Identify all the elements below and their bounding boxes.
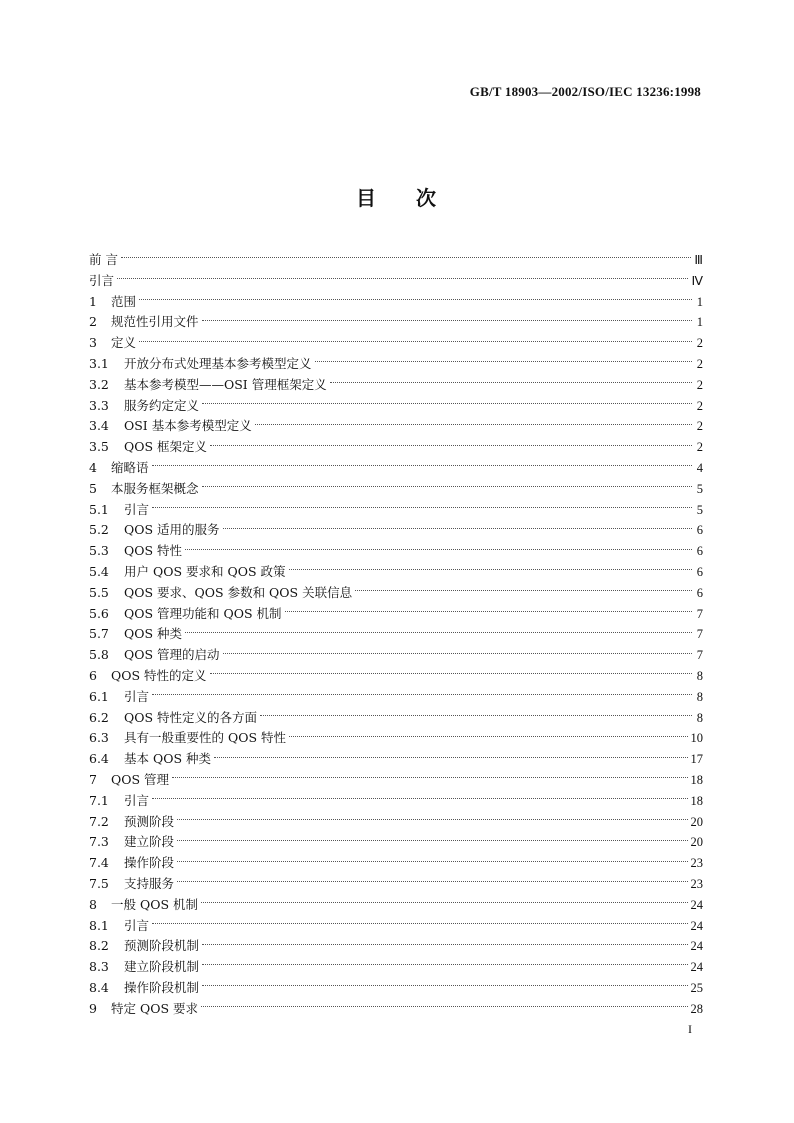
toc-entry-number: 3.1 xyxy=(89,355,109,371)
toc-entry-page: 23 xyxy=(690,856,703,871)
toc-entry-label: 引言 xyxy=(124,501,150,517)
toc-entry-page: 5 xyxy=(696,502,703,517)
toc-leader-dots xyxy=(289,568,692,570)
toc-leader-dots xyxy=(330,381,692,383)
toc-entry[interactable] xyxy=(89,749,703,770)
page-number: I xyxy=(688,1022,692,1036)
toc-entry-label: 预测阶段机制 xyxy=(124,938,200,954)
toc-entry-number: 8 xyxy=(89,896,97,912)
toc-entry-page: 24 xyxy=(690,939,703,954)
toc-entry-label: 引言 xyxy=(89,272,115,288)
toc-entry-label: QOS 适用的服务 xyxy=(124,522,220,538)
toc-entry[interactable] xyxy=(89,978,703,999)
toc-entry[interactable] xyxy=(89,541,703,562)
toc-entry-page: 2 xyxy=(696,419,703,434)
toc-entry-number: 3.3 xyxy=(89,397,109,413)
toc-entry-number: 6 xyxy=(89,667,97,683)
toc-entry-number: 7.4 xyxy=(89,855,109,871)
toc-entry-number: 7 xyxy=(89,771,97,787)
toc-entry-label: 建立阶段 xyxy=(124,834,175,850)
toc-entry[interactable] xyxy=(89,708,703,729)
toc-entry-number: 7.3 xyxy=(89,834,109,850)
toc-entry-page: Ⅳ xyxy=(691,273,703,288)
toc-entry[interactable] xyxy=(89,791,703,812)
toc-entry-label: 规范性引用文件 xyxy=(111,314,199,330)
toc-leader-dots xyxy=(177,839,687,841)
toc-entry-label: QOS 特性的定义 xyxy=(111,667,207,683)
toc-leader-dots xyxy=(152,464,692,466)
toc-entry[interactable] xyxy=(89,645,703,666)
toc-entry-number: 3.2 xyxy=(89,376,109,392)
toc-leader-dots xyxy=(117,277,688,279)
toc-entry-page: 24 xyxy=(690,897,703,912)
toc-entry-label: 建立阶段机制 xyxy=(124,959,200,975)
title-char-2: 次 xyxy=(416,186,438,210)
toc-leader-dots xyxy=(177,860,687,862)
toc-entry-number: 8.2 xyxy=(89,938,109,954)
toc-entry-page: 2 xyxy=(696,440,703,455)
toc-entry-page: 18 xyxy=(690,793,703,808)
toc-entry-label: 缩略语 xyxy=(111,459,149,475)
toc-entry-number: 3 xyxy=(89,335,97,351)
toc-entry[interactable] xyxy=(89,500,703,521)
toc-entry-number: 7.5 xyxy=(89,875,109,891)
toc-entry[interactable] xyxy=(89,770,703,791)
toc-entry-number: 7.1 xyxy=(89,792,109,808)
toc-entry[interactable] xyxy=(89,832,703,853)
toc-entry-number: 6.4 xyxy=(89,751,109,767)
toc-leader-dots xyxy=(152,693,692,695)
toc-entry-label: 用户 QOS 要求和 QOS 政策 xyxy=(124,563,286,579)
toc-entry-number: 1 xyxy=(89,293,97,309)
toc-leader-dots xyxy=(255,423,692,425)
toc-entry-label: QOS 特性 xyxy=(124,543,183,559)
toc-entry-number: 5.6 xyxy=(89,605,109,621)
document-code: GB/T 18903—2002/ISO/IEC 13236:1998 xyxy=(469,84,701,99)
toc-leader-dots xyxy=(202,402,692,404)
toc-entry-number: 8.3 xyxy=(89,959,109,975)
toc-entry-page: 8 xyxy=(696,689,703,704)
toc-entry-page: Ⅲ xyxy=(694,253,703,267)
toc-entry-label: 操作阶段机制 xyxy=(124,979,200,995)
toc-entry[interactable] xyxy=(89,271,703,292)
toc-entry[interactable] xyxy=(89,936,703,957)
toc-leader-dots xyxy=(260,714,692,716)
toc-entry[interactable] xyxy=(89,562,703,583)
toc-entry-page: 23 xyxy=(690,876,703,891)
toc-entry-number: 7.2 xyxy=(89,813,109,829)
toc-entry-number: 5.1 xyxy=(89,501,109,517)
toc-leader-dots xyxy=(202,485,692,487)
toc-entry-page: 6 xyxy=(696,523,703,538)
toc-entry[interactable] xyxy=(89,292,703,313)
toc-leader-dots xyxy=(210,672,692,674)
toc-entry-label: 本服务框架概念 xyxy=(111,480,199,496)
toc-entry-number: 9 xyxy=(89,1000,97,1016)
toc-entry-page: 7 xyxy=(696,606,703,621)
toc-leader-dots xyxy=(315,360,692,362)
toc-leader-dots xyxy=(152,797,687,799)
toc-entry-number: 5.3 xyxy=(89,543,109,559)
toc-leader-dots xyxy=(202,963,687,965)
toc-entry-label: 基本参考模型——OSI 管理框架定义 xyxy=(124,376,327,392)
toc-entry[interactable] xyxy=(89,812,703,833)
toc-entry-label: QOS 框架定义 xyxy=(124,439,208,455)
toc-entry-page: 8 xyxy=(696,710,703,725)
toc-entry-number: 6.1 xyxy=(89,688,109,704)
toc-leader-dots xyxy=(289,735,687,737)
toc-entry-label: 引言 xyxy=(124,917,150,933)
toc-entry[interactable] xyxy=(89,416,703,437)
toc-entry[interactable] xyxy=(89,396,703,417)
toc-entry[interactable] xyxy=(89,999,703,1020)
toc-entry-page: 10 xyxy=(690,731,703,746)
toc-leader-dots xyxy=(185,548,692,550)
table-of-contents xyxy=(89,250,703,1019)
toc-entry[interactable] xyxy=(89,666,703,687)
toc-entry-label: 基本 QOS 种类 xyxy=(124,751,212,767)
toc-entry-page: 1 xyxy=(696,294,703,309)
toc-entry-page: 24 xyxy=(690,960,703,975)
toc-entry[interactable] xyxy=(89,437,703,458)
toc-leader-dots xyxy=(152,506,692,508)
toc-entry-number: 5.7 xyxy=(89,626,109,642)
toc-entry-label: 开放分布式处理基本参考模型定义 xyxy=(124,355,312,371)
toc-entry-label: 预测阶段 xyxy=(124,813,175,829)
toc-entry-label: 定义 xyxy=(111,335,137,351)
toc-entry-page: 8 xyxy=(696,668,703,683)
toc-entry-number: 6.2 xyxy=(89,709,109,725)
toc-entry-label: 一般 QOS 机制 xyxy=(111,896,199,912)
toc-entry-page: 7 xyxy=(696,627,703,642)
toc-entry-page: 28 xyxy=(690,1001,703,1016)
toc-leader-dots xyxy=(214,756,687,758)
toc-entry-page: 20 xyxy=(690,814,703,829)
toc-entry-number: 5.4 xyxy=(89,563,109,579)
toc-entry-label: 操作阶段 xyxy=(124,855,175,871)
toc-entry-number: 8.4 xyxy=(89,979,109,995)
toc-entry-page: 6 xyxy=(696,544,703,559)
toc-entry-number: 5.2 xyxy=(89,522,109,538)
toc-entry-label: 特定 QOS 要求 xyxy=(111,1000,199,1016)
toc-entry[interactable] xyxy=(89,312,703,333)
toc-leader-dots xyxy=(201,901,687,903)
toc-entry[interactable] xyxy=(89,916,703,937)
toc-entry-number: 5.8 xyxy=(89,647,109,663)
toc-entry-label: 具有一般重要性的 QOS 特性 xyxy=(124,730,287,746)
toc-entry-label: QOS 管理的启动 xyxy=(124,647,220,663)
toc-entry-label: 服务约定定义 xyxy=(124,397,200,413)
toc-entry-label: 支持服务 xyxy=(124,875,175,891)
toc-leader-dots xyxy=(202,319,692,321)
toc-entry-number: 6.3 xyxy=(89,730,109,746)
toc-entry-page: 2 xyxy=(696,398,703,413)
toc-entry-label: 范围 xyxy=(111,293,137,309)
toc-entry[interactable] xyxy=(89,728,703,749)
toc-leader-dots xyxy=(223,652,692,654)
toc-leader-dots xyxy=(202,984,687,986)
toc-leader-dots xyxy=(152,922,687,924)
toc-leader-dots xyxy=(355,589,692,591)
title-char-1: 目 xyxy=(356,186,378,210)
toc-entry-page: 2 xyxy=(696,356,703,371)
toc-entry-label: QOS 特性定义的各方面 xyxy=(124,709,258,725)
toc-leader-dots xyxy=(172,776,687,778)
toc-entry-number: 5.5 xyxy=(89,584,109,600)
toc-entry-page: 17 xyxy=(690,752,703,767)
toc-entry[interactable] xyxy=(89,957,703,978)
toc-entry-label: OSI 基本参考模型定义 xyxy=(124,418,252,434)
toc-entry-label: 前 言 xyxy=(89,252,118,267)
toc-entry[interactable] xyxy=(89,687,703,708)
toc-entry-number: 3.5 xyxy=(89,439,109,455)
toc-entry[interactable] xyxy=(89,853,703,874)
toc-entry-page: 4 xyxy=(696,460,703,475)
toc-entry-page: 7 xyxy=(696,648,703,663)
toc-entry-label: 引言 xyxy=(124,688,150,704)
toc-entry-label: QOS 要求、QOS 参数和 QOS 关联信息 xyxy=(124,584,353,600)
toc-entry[interactable] xyxy=(89,874,703,895)
toc-entry[interactable] xyxy=(89,895,703,916)
toc-entry[interactable] xyxy=(89,375,703,396)
toc-entry[interactable] xyxy=(89,250,703,271)
toc-leader-dots xyxy=(139,340,692,342)
toc-entry-page: 6 xyxy=(696,564,703,579)
toc-leader-dots xyxy=(139,298,692,300)
toc-leader-dots xyxy=(223,527,692,529)
toc-entry-label: QOS 管理 xyxy=(111,771,170,787)
toc-entry-page: 2 xyxy=(696,377,703,392)
toc-entry-number: 8.1 xyxy=(89,917,109,933)
toc-entry[interactable] xyxy=(89,624,703,645)
toc-entry-label: QOS 管理功能和 QOS 机制 xyxy=(124,605,282,621)
toc-entry-number: 4 xyxy=(89,459,97,475)
toc-entry-page: 1 xyxy=(696,315,703,330)
toc-entry[interactable] xyxy=(89,354,703,375)
toc-entry[interactable] xyxy=(89,604,703,625)
toc-leader-dots xyxy=(210,444,692,446)
toc-leader-dots xyxy=(177,880,687,882)
toc-entry[interactable] xyxy=(89,458,703,479)
toc-entry-page: 25 xyxy=(690,980,703,995)
toc-entry-number: 2 xyxy=(89,314,97,330)
toc-leader-dots xyxy=(285,610,692,612)
toc-entry-page: 20 xyxy=(690,835,703,850)
toc-leader-dots xyxy=(121,256,691,258)
toc-leader-dots xyxy=(201,1005,687,1007)
toc-entry-page: 6 xyxy=(696,585,703,600)
toc-entry-label: QOS 种类 xyxy=(124,626,183,642)
toc-entry-number: 3.4 xyxy=(89,418,109,434)
toc-entry[interactable] xyxy=(89,479,703,500)
toc-entry-number: 5 xyxy=(89,480,97,496)
toc-entry-page: 2 xyxy=(696,336,703,351)
toc-entry-page: 5 xyxy=(696,481,703,496)
toc-leader-dots xyxy=(177,818,687,820)
toc-entry-page: 18 xyxy=(690,772,703,787)
toc-entry-page: 24 xyxy=(690,918,703,933)
toc-leader-dots xyxy=(185,631,692,633)
toc-entry-label: 引言 xyxy=(124,792,150,808)
toc-entry[interactable] xyxy=(89,520,703,541)
toc-leader-dots xyxy=(202,943,687,945)
page-title xyxy=(0,182,794,211)
toc-entry[interactable] xyxy=(89,583,703,604)
toc-entry[interactable] xyxy=(89,333,703,354)
